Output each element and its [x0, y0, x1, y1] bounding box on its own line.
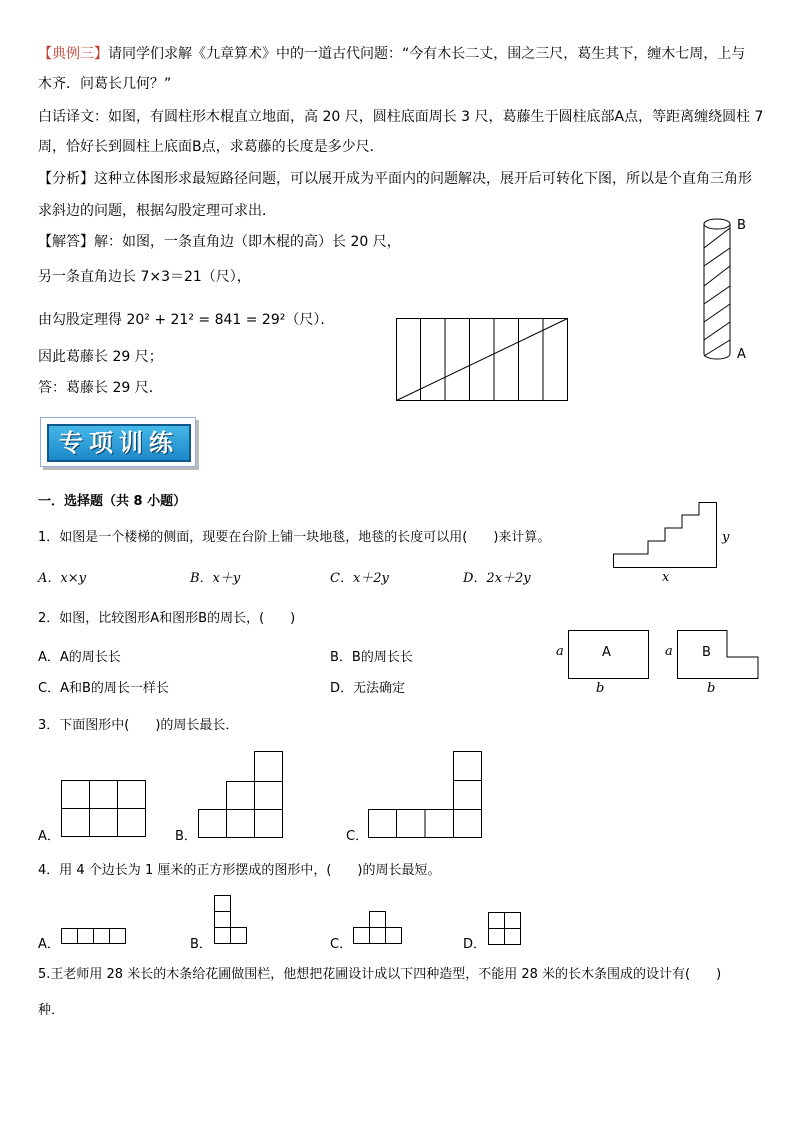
translation-line-2: 周，恰好长到圆柱上底面B点，求葛藤的长度是多少尺． [38, 139, 384, 155]
analysis-line-1: 【分析】这种立体图形求最短路径问题，可以展开成为平面内的问题解决，展开后可转化下图，所以是个直角三角形 [38, 171, 752, 187]
analysis-line-2: 求斜边的问题，根据勾股定理可求出． [38, 203, 276, 219]
staircase-x-label: x [662, 570, 670, 585]
figure-b-side-a: a [665, 644, 673, 659]
q2-text: 2．如图，比较图形A和图形B的周长，( ) [38, 611, 296, 626]
banner-title: 专项训练 [47, 424, 191, 462]
solution-line-4: 因此葛藤长 29 尺； [38, 349, 163, 365]
q4-option-c[interactable]: C． [330, 937, 353, 952]
staircase-y-label: y [722, 530, 730, 545]
solution-line-5: 答：葛藤长 29 尺． [38, 380, 163, 396]
figure-b-label: B [702, 645, 711, 660]
figure-a-label: A [602, 645, 611, 660]
q1-option-d[interactable]: D．2x＋2y [463, 571, 531, 586]
q4-figure-a [61, 928, 127, 945]
cylinder-figure [700, 214, 740, 368]
q1-option-b[interactable]: B．x＋y [190, 571, 241, 586]
cylinder-label-a: A [737, 347, 746, 362]
solution-line-2: 另一条直角边长 7×3＝21（尺）， [38, 269, 251, 285]
cylinder-label-b: B [737, 218, 746, 233]
example-tag: 【典例三】 [38, 46, 108, 62]
q4-option-a[interactable]: A． [38, 937, 60, 952]
q4-figure-b [214, 895, 248, 945]
q4-figure-d [488, 912, 522, 946]
q4-text: 4．用 4 个边长为 1 厘米的正方形摆成的图形中，( )的周长最短。 [38, 863, 441, 878]
q3-option-b[interactable]: B． [175, 829, 197, 844]
q3-text: 3．下面图形中( )的周长最长． [38, 718, 239, 733]
unrolled-cylinder-figure [396, 318, 568, 402]
q4-figure-c [353, 911, 403, 945]
q4-option-b[interactable]: B． [190, 937, 212, 952]
q3-figure-b [198, 751, 284, 838]
q2-option-b[interactable]: B．B的周长长 [330, 650, 413, 665]
translation-line-1: 白话译文：如图，有圆柱形木棍直立地面，高 20 尺，圆柱底面周长 3 尺，葛藤生于圆柱底部A点，等距离缠绕圆柱 7 [38, 109, 764, 125]
q3-figure-a [61, 780, 147, 838]
q1-text: 1．如图是一个楼梯的侧面，现要在台阶上铺一块地毯，地毯的长度可以用( )来计算。 [38, 530, 551, 545]
q5-text-1: 5.王老师用 28 米长的木条给花圃做围栏，他想把花圃设计成以下四种造型，不能用 28 米的长木条围成的设计有( ) [38, 967, 722, 982]
q4-option-d[interactable]: D． [463, 937, 487, 952]
q2-option-c[interactable]: C．A和B的周长一样长 [38, 681, 169, 696]
solution-line-3: 由勾股定理得 20² + 21² = 841 = 29²（尺）． [38, 312, 335, 328]
figure-a-side-a: a [556, 644, 564, 659]
q1-option-a[interactable]: A．x×y [38, 571, 86, 586]
q2-option-a[interactable]: A．A的周长长 [38, 650, 121, 665]
q1-option-c[interactable]: C．x＋2y [330, 571, 389, 586]
figure-a-side-b: b [596, 681, 605, 696]
figure-b-shape [677, 630, 759, 680]
solution-line-1: 【解答】解：如图，一条直角边（即木棍的高）长 20 尺， [38, 234, 401, 250]
section-title: 一．选择题（共 8 小题） [38, 494, 187, 509]
example-line-1 [38, 44, 745, 64]
example-text-1: 请同学们求解《九章算术》中的一道古代问题：“今有木长二丈，围之三尺，葛生其下，缠木七周，上与 [108, 46, 746, 62]
staircase-figure [613, 502, 717, 568]
figure-b-side-b: b [707, 681, 716, 696]
q3-figure-c [368, 751, 483, 838]
q3-option-c[interactable]: C． [346, 829, 369, 844]
q2-option-d[interactable]: D．无法确定 [330, 681, 406, 696]
q5-text-2: 种． [38, 1003, 65, 1018]
special-training-banner [40, 417, 196, 467]
example-line-2: 木齐．问葛长几何？” [38, 76, 172, 92]
q3-option-a[interactable]: A． [38, 829, 60, 844]
